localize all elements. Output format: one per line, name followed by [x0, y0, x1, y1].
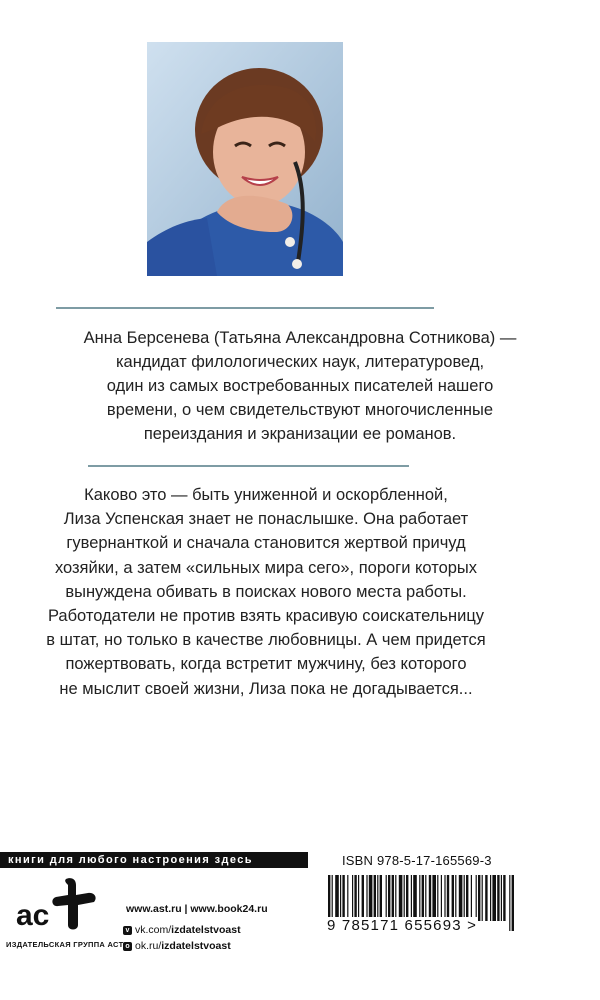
- annotation-line: хозяйки, а затем «сильных мира сего», пороги которых: [54, 558, 478, 577]
- barcode-bar: [374, 875, 376, 921]
- barcode-bar: [497, 875, 499, 921]
- annotation-line: не мыслит своей жизни, Лиза пока не догадывается...: [59, 679, 473, 698]
- barcode-bar: [512, 875, 514, 931]
- barcode-bar: [441, 875, 442, 921]
- ok-icon: o: [123, 942, 132, 951]
- publisher-tagline: книги для любого настроения здесь: [0, 852, 308, 868]
- ok-link[interactable]: [123, 940, 231, 952]
- annotation-line: в штат, но только в качестве любовницы. А чем придется: [46, 631, 486, 650]
- author-bio-line: времени, о чем свидетельствуют многочисленные: [106, 401, 494, 419]
- author-photo: [147, 42, 343, 276]
- barcode-bar: [347, 875, 348, 921]
- divider-top: [56, 307, 434, 309]
- author-bio-line: Анна Берсенева (Татьяна Александровна Сотникова) —: [83, 329, 517, 347]
- barcode-bar: [352, 875, 353, 921]
- barcode-bar: [380, 875, 382, 921]
- barcode-bar: [386, 875, 387, 921]
- barcode-bar: [413, 875, 417, 921]
- barcode-bar: [452, 875, 454, 921]
- vk-icon: v: [123, 926, 132, 935]
- annotation-line: гувернанткой и сначала становится жертвой причуд: [66, 534, 466, 553]
- vk-prefix: vk.com/: [135, 924, 172, 936]
- annotation-line: пожертвовать, когда встретит мужчину, без которого: [65, 655, 467, 674]
- barcode-bar: [369, 875, 373, 921]
- barcode-bar: [388, 875, 390, 921]
- vk-handle: izdatelstvoast: [171, 924, 241, 936]
- barcode-bar: [366, 875, 367, 921]
- barcode-bar: [358, 875, 359, 921]
- barcode-bar: [459, 875, 463, 921]
- barcode-bar: [392, 875, 394, 921]
- annotation-line: Лиза Успенская знает не понаслышке. Она работает: [63, 510, 469, 529]
- barcode-bar: [464, 875, 465, 921]
- barcode-bar: [444, 875, 445, 921]
- barcode-bar: [485, 875, 487, 921]
- barcode-bar: [466, 875, 468, 921]
- barcode-bar: [447, 875, 449, 921]
- ast-logo: [14, 875, 106, 935]
- ok-prefix: ok.ru/: [135, 940, 162, 952]
- author-bio-line: один из самых востребованных писателей нашего: [106, 377, 494, 395]
- barcode-bar: [395, 875, 396, 921]
- barcode-bar: [354, 875, 356, 921]
- annotation-line: вынуждена обивать в поисках нового места работы.: [65, 582, 467, 601]
- barcode-bar: [476, 875, 477, 921]
- barcode-bar: [501, 875, 502, 921]
- barcode-bar: [492, 875, 496, 921]
- divider-middle: [88, 465, 409, 467]
- barcode-digits: 9 785171 655693 >: [327, 917, 478, 934]
- author-bio-line: переиздания и экранизации ее романов.: [143, 425, 457, 443]
- author-portrait-image: [147, 42, 343, 276]
- barcode-bar: [399, 875, 403, 921]
- author-bio-line: кандидат филологических наук, литературовед,: [115, 353, 485, 371]
- barcode-bar: [471, 875, 472, 921]
- barcode-bar: [478, 875, 480, 921]
- barcode-bar: [404, 875, 405, 921]
- barcode-bar: [437, 875, 438, 921]
- barcode-bar: [490, 875, 491, 921]
- barcode-bar: [377, 875, 378, 921]
- isbn-label: ISBN 978-5-17-165569-3: [342, 853, 492, 868]
- barcode-bar: [509, 875, 510, 931]
- barcode-bar: [342, 875, 344, 921]
- barcode-bar: [425, 875, 426, 921]
- barcode-bar: [429, 875, 431, 921]
- barcode-bar: [411, 875, 412, 921]
- author-bio: [20, 326, 580, 446]
- svg-text:ac: ac: [16, 899, 50, 932]
- book-annotation: [6, 483, 526, 701]
- annotation-line: Работодатели не против взять красивую соискательницу: [47, 607, 485, 626]
- barcode-bar: [340, 875, 341, 921]
- barcode-bar: [406, 875, 408, 921]
- barcode-bar: [432, 875, 436, 921]
- ok-handle: izdatelstvoast: [161, 940, 231, 952]
- barcode-bar: [362, 875, 364, 921]
- barcode-bar: [482, 875, 483, 921]
- barcode-bar: [503, 875, 505, 921]
- vk-link[interactable]: [123, 924, 241, 936]
- barcode-bar: [455, 875, 456, 921]
- publisher-websites[interactable]: www.ast.ru | www.book24.ru: [126, 903, 268, 915]
- barcode-bar: [335, 875, 339, 921]
- publisher-name: ИЗДАТЕЛЬСКАЯ ГРУППА АСТ: [6, 940, 124, 949]
- annotation-line: Каково это — быть униженной и оскорбленной,: [84, 486, 448, 504]
